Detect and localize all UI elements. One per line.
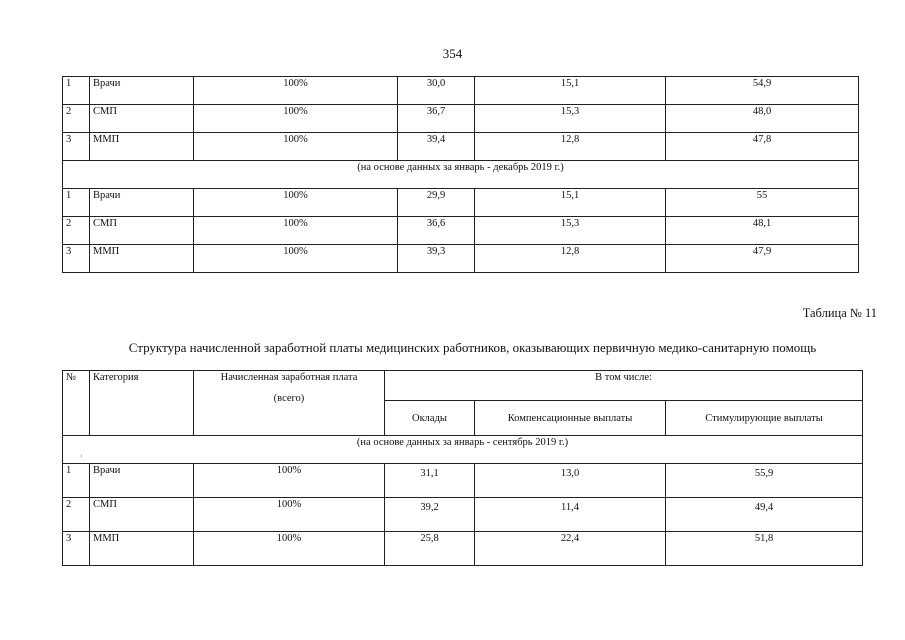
- salary-cell: 31,1: [385, 464, 475, 498]
- compensation-cell: 13,0: [475, 464, 666, 498]
- row-number: 2: [63, 498, 90, 532]
- period-note-row: [63, 436, 863, 464]
- category-cell: ММП: [90, 133, 194, 161]
- row-number: 3: [63, 245, 90, 273]
- salary-cell: 39,3: [398, 245, 475, 273]
- header-no: №: [63, 371, 90, 436]
- category-cell: Врачи: [90, 189, 194, 217]
- stimulating-cell: 54,9: [666, 77, 859, 105]
- stimulating-cell: 48,0: [666, 105, 859, 133]
- salary-cell: 36,6: [398, 217, 475, 245]
- category-cell: ММП: [90, 532, 194, 566]
- table-row: [63, 498, 863, 532]
- table-caption-number: Таблица № 11: [802, 306, 877, 320]
- salary-cell: 25,8: [385, 532, 475, 566]
- total-cell: 100%: [194, 77, 398, 105]
- salary-cell: 39,2: [385, 498, 475, 532]
- table-row: [63, 189, 859, 217]
- table-row: [63, 217, 859, 245]
- salary-cell: 30,0: [398, 77, 475, 105]
- total-cell: 100%: [194, 133, 398, 161]
- header-salary: Оклады: [385, 401, 475, 436]
- category-cell: СМП: [90, 498, 194, 532]
- row-number: 1: [63, 464, 90, 498]
- header-row: [63, 371, 863, 401]
- row-number: 3: [63, 532, 90, 566]
- row-number: 1: [63, 77, 90, 105]
- category-cell: Врачи: [90, 464, 194, 498]
- table-row: [63, 245, 859, 273]
- header-stimulating: Стимулирующие выплаты: [666, 401, 863, 436]
- table-row: [63, 105, 859, 133]
- row-number: 3: [63, 133, 90, 161]
- table-row: [63, 464, 863, 498]
- scan-speck: ·: [80, 452, 83, 461]
- category-cell: ММП: [90, 245, 194, 273]
- header-including: В том числе:: [385, 371, 863, 401]
- row-number: 2: [63, 217, 90, 245]
- stimulating-cell: 55,9: [666, 464, 863, 498]
- page-number: 354: [442, 46, 463, 61]
- table-row: [63, 77, 859, 105]
- salary-cell: 29,9: [398, 189, 475, 217]
- table-row: [63, 133, 859, 161]
- total-cell: 100%: [194, 245, 398, 273]
- stimulating-cell: 47,8: [666, 133, 859, 161]
- header-category: Категория: [90, 371, 194, 436]
- total-cell: 100%: [194, 464, 385, 498]
- compensation-cell: 15,1: [475, 189, 666, 217]
- table-title: Структура начисленной заработной платы медицинских работников, оказывающих первичную медико-санитарную помощь: [128, 340, 817, 355]
- continued-table: [62, 76, 859, 273]
- period-note: (на основе данных за январь - сентябрь 2019 г.): [63, 436, 863, 464]
- table-11: [62, 370, 863, 566]
- row-number: 1: [63, 189, 90, 217]
- period-note-row: [63, 161, 859, 189]
- row-number: 2: [63, 105, 90, 133]
- table-row: [63, 532, 863, 566]
- compensation-cell: 12,8: [475, 133, 666, 161]
- total-cell: 100%: [194, 532, 385, 566]
- stimulating-cell: 47,9: [666, 245, 859, 273]
- total-cell: 100%: [194, 105, 398, 133]
- category-cell: Врачи: [90, 77, 194, 105]
- compensation-cell: 15,1: [475, 77, 666, 105]
- stimulating-cell: 55: [666, 189, 859, 217]
- period-note: (на основе данных за январь - декабрь 2019 г.): [63, 161, 859, 189]
- stimulating-cell: 51,8: [666, 532, 863, 566]
- compensation-cell: 22,4: [475, 532, 666, 566]
- salary-cell: 39,4: [398, 133, 475, 161]
- header-total-line2: (всего): [273, 393, 305, 404]
- header-total-line1: Начисленная заработная плата: [220, 372, 358, 383]
- stimulating-cell: 48,1: [666, 217, 859, 245]
- compensation-cell: 11,4: [475, 498, 666, 532]
- total-cell: 100%: [194, 498, 385, 532]
- compensation-cell: 12,8: [475, 245, 666, 273]
- salary-cell: 36,7: [398, 105, 475, 133]
- compensation-cell: 15,3: [475, 105, 666, 133]
- header-total: [194, 371, 385, 436]
- category-cell: СМП: [90, 217, 194, 245]
- category-cell: СМП: [90, 105, 194, 133]
- header-compensation: Компенсационные выплаты: [475, 401, 666, 436]
- total-cell: 100%: [194, 189, 398, 217]
- total-cell: 100%: [194, 217, 398, 245]
- stimulating-cell: 49,4: [666, 498, 863, 532]
- compensation-cell: 15,3: [475, 217, 666, 245]
